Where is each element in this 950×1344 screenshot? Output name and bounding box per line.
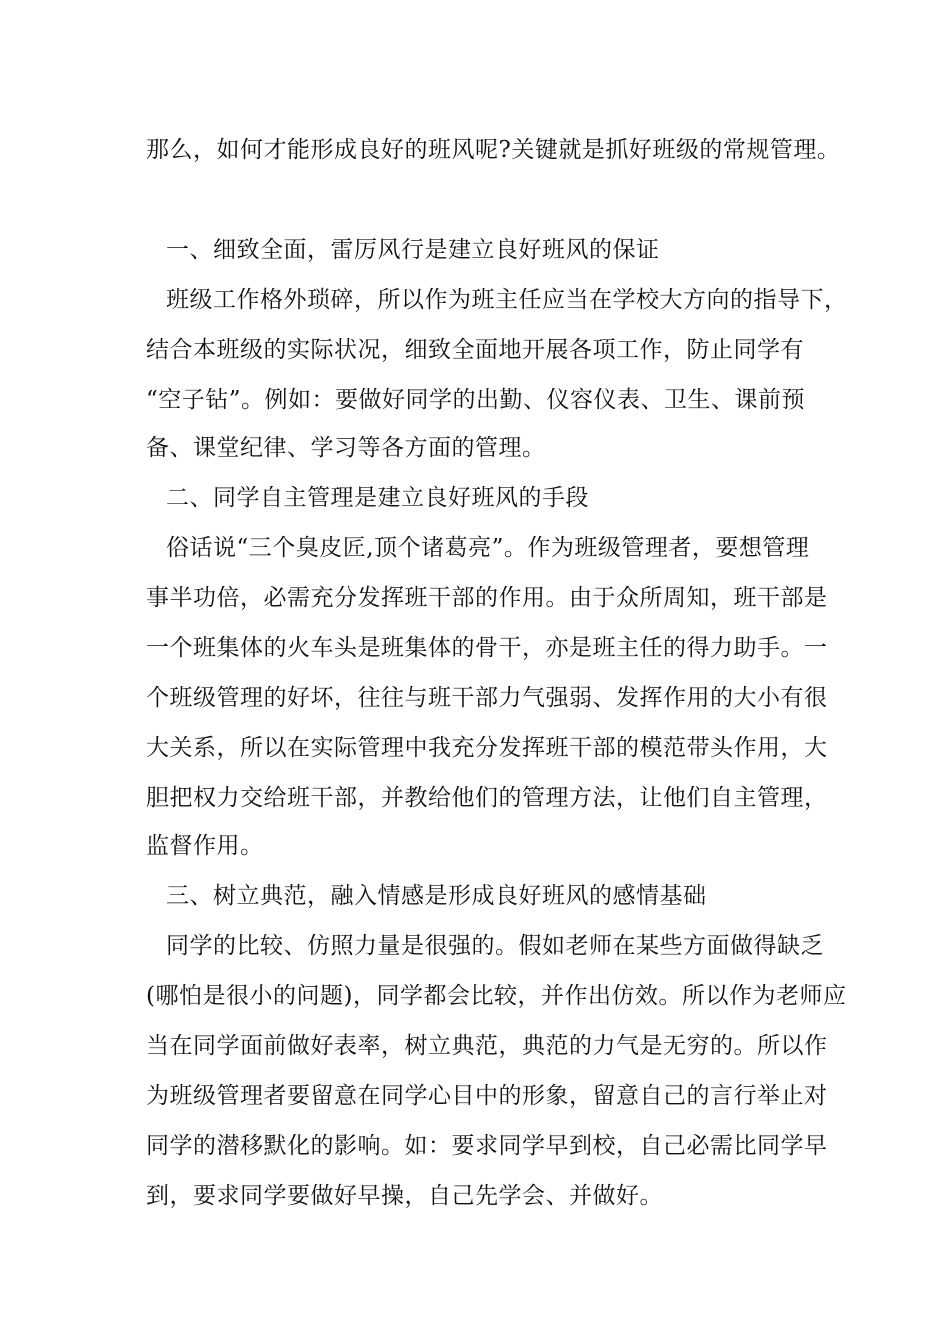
section-2-line: 胆把权力交给班干部，并教给他们的管理方法，让他们自主管理， <box>146 785 828 811</box>
section-2-line: 俗话说“三个臭皮匠,顶个诸葛亮”。作为班级管理者，要想管理 <box>166 535 810 561</box>
section-1-line: “空子钻”。例如：要做好同学的出勤、仪容仪表、卫生、课前预 <box>146 387 806 413</box>
section-3-line: 同学的比较、仿照力量是很强的。假如老师在某些方面做得缺乏 <box>166 933 824 959</box>
section-1-heading: 一、细致全面，雷厉风行是建立良好班风的保证 <box>166 237 660 263</box>
section-2-line: 一个班集体的火车头是班集体的骨干，亦是班主任的得力助手。一 <box>146 635 828 661</box>
section-3-line: 为班级管理者要留意在同学心目中的形象，留意自己的言行举止对 <box>146 1083 828 1109</box>
section-3-line: 同学的潜移默化的影响。如：要求同学早到校，自己必需比同学早 <box>146 1133 828 1159</box>
section-3-line: (哪怕是很小的问题)，同学都会比较，并作出仿效。所以作为老师应 <box>146 983 847 1009</box>
intro-paragraph: 那么，如何才能形成良好的班风呢?关键就是抓好班级的常规管理。 <box>146 137 841 163</box>
section-3-line: 到，要求同学要做好早操，自己先学会、并做好。 <box>146 1183 663 1209</box>
section-2-line: 事半功倍，必需充分发挥班干部的作用。由于众所周知，班干部是 <box>146 585 828 611</box>
section-1-line: 班级工作格外琐碎，所以作为班主任应当在学校大方向的指导下， <box>166 287 848 313</box>
section-2-line: 个班级管理的好坏，往往与班干部力气强弱、发挥作用的大小有很 <box>146 685 828 711</box>
section-2-line: 监督作用。 <box>146 833 264 859</box>
section-3-line: 当在同学面前做好表率，树立典范，典范的力气是无穷的。所以作 <box>146 1033 828 1059</box>
section-2-line: 大关系，所以在实际管理中我充分发挥班干部的模范带头作用，大 <box>146 735 828 761</box>
section-3-heading: 三、树立典范，融入情感是形成良好班风的感情基础 <box>166 883 707 909</box>
section-2-heading: 二、同学自主管理是建立良好班风的手段 <box>166 485 589 511</box>
section-1-line: 备、课堂纪律、学习等各方面的管理。 <box>146 435 546 461</box>
section-1-line: 结合本班级的实际状况，细致全面地开展各项工作，防止同学有 <box>146 337 804 363</box>
